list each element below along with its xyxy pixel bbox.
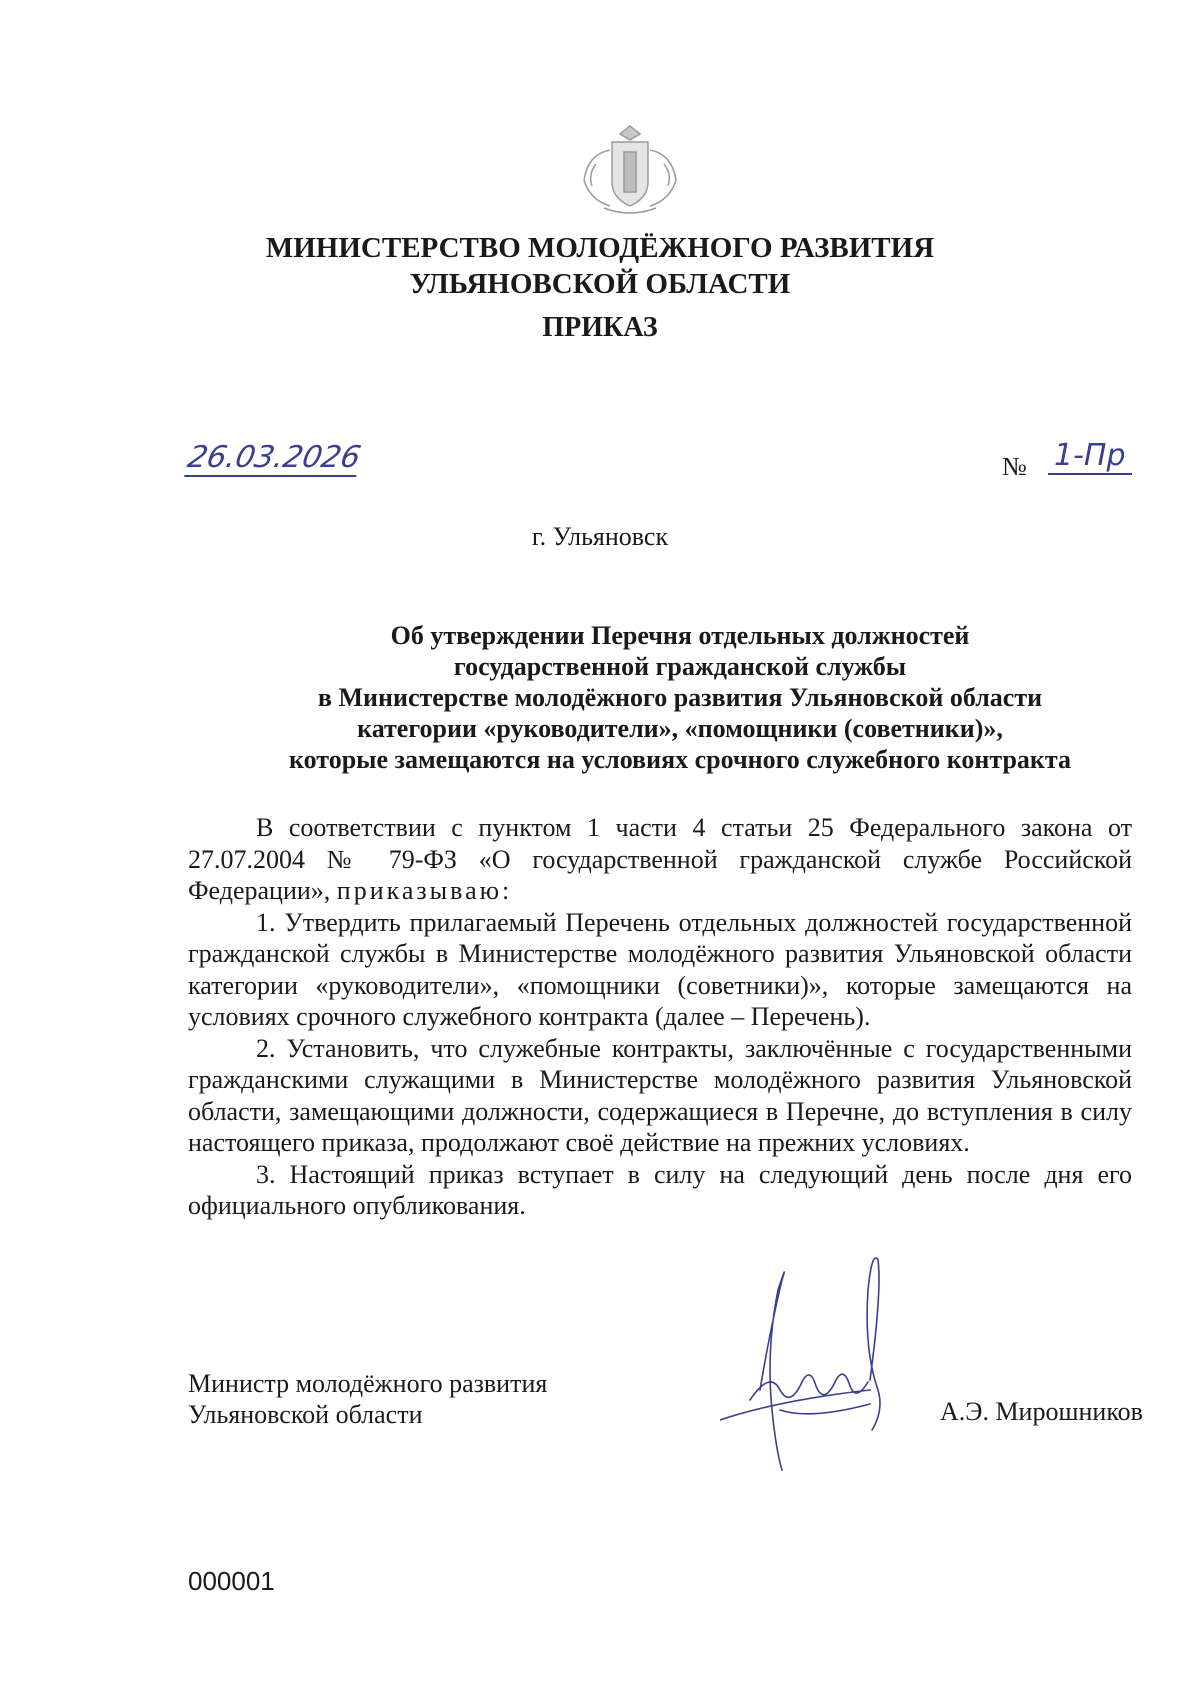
city: г. Ульяновск bbox=[531, 522, 669, 551]
preamble-text: В соответствии с пунктом 1 части 4 статьи 25 Федерального закона от 27.07.2004 № 79-ФЗ «О государственной гражданской службе Российской Федерации», bbox=[188, 813, 1132, 905]
document-date: 26.03.2026 bbox=[184, 440, 364, 475]
order-word: приказываю: bbox=[336, 876, 513, 905]
clause-2: 2. Установить, что служебные контракты, заключённые с государственными гражданскими служащими в Министерстве молодёжного развития Ульяновской области, замещающими должности, содержащиеся в Перечне, до вступления в силу настоящего приказа, продолжают своё действие на прежних условиях. bbox=[188, 1033, 1132, 1157]
handwritten-signature bbox=[720, 1250, 960, 1480]
position-line-1: Министр молодёжного развития bbox=[188, 1369, 548, 1398]
clause-1: 1. Утвердить прилагаемый Перечень отдельных должностей государственной гражданской службы в Министерстве молодёжного развития Ульяновской области категории «руководители», «помощники (советники)», которые замещаются на условиях срочного служебного контракта (далее – Перечень). bbox=[188, 907, 1132, 1031]
document-subject bbox=[240, 620, 1120, 775]
ministry-line-1: МИНИСТЕРСТВО МОЛОДЁЖНОГО РАЗВИТИЯ bbox=[265, 232, 935, 264]
subject-line-1: Об утверждении Перечня отдельных должностей bbox=[390, 621, 970, 650]
position-line-2: Ульяновской области bbox=[188, 1400, 423, 1429]
ministry-name bbox=[0, 230, 1200, 302]
registration-number: 000001 bbox=[188, 1566, 275, 1596]
subject-line-3: в Министерстве молодёжного развития Ульяновской области bbox=[317, 683, 1043, 712]
signatory-position bbox=[188, 1368, 547, 1430]
number-label: № bbox=[1002, 452, 1027, 481]
subject-line-2: государственной гражданской службы bbox=[453, 652, 907, 681]
document-type: ПРИКАЗ bbox=[542, 312, 658, 343]
coat-of-arms-icon bbox=[560, 120, 700, 220]
signatory-name: А.Э. Мирошников bbox=[940, 1397, 1143, 1426]
document-body bbox=[188, 812, 1132, 1222]
clause-3: 3. Настоящий приказ вступает в силу на следующий день после дня его официального опубликования. bbox=[188, 1159, 1132, 1220]
ministry-line-2: УЛЬЯНОВСКОЙ ОБЛАСТИ bbox=[409, 268, 791, 300]
document-number: 1-Пр bbox=[1048, 438, 1132, 475]
preamble-paragraph bbox=[188, 812, 1132, 907]
subject-line-4: категории «руководители», «помощники (советники)», bbox=[357, 714, 1003, 743]
subject-line-5: которые замещаются на условиях срочного служебного контракта bbox=[289, 745, 1071, 774]
